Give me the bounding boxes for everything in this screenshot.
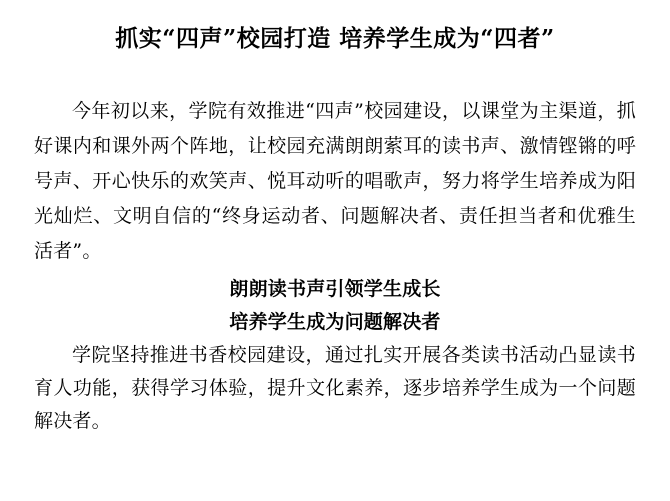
section-heading-1: 朗朗读书声引领学生成长 xyxy=(229,278,441,300)
paragraph-body-1: 今年初以来，学院有效推进“四声”校园建设，以课堂为主渠道，抓好课内和课外两个阵地，让校园充满朗朗萦耳的读书声、激情铿锵的呼号声、开心快乐的欢笑声、悦耳动听的唱歌声，努力将学生培养成为阳光灿烂、文明自信的“终身运动者、问题解决者、责任担当者和优雅生活者”。 xyxy=(34,100,636,262)
page-title: 抓实“四声”校园打造 培养学生成为“四者” xyxy=(115,25,555,52)
paragraph-body-2: 学院坚持推进书香校园建设，通过扎实开展各类读书活动凸显读书育人功能，获得学习体验，提升文化素养，逐步培养学生成为一个问题解决者。 xyxy=(34,344,636,432)
section-heading-2: 培养学生成为问题解决者 xyxy=(229,311,441,333)
title-spacer xyxy=(34,56,636,94)
